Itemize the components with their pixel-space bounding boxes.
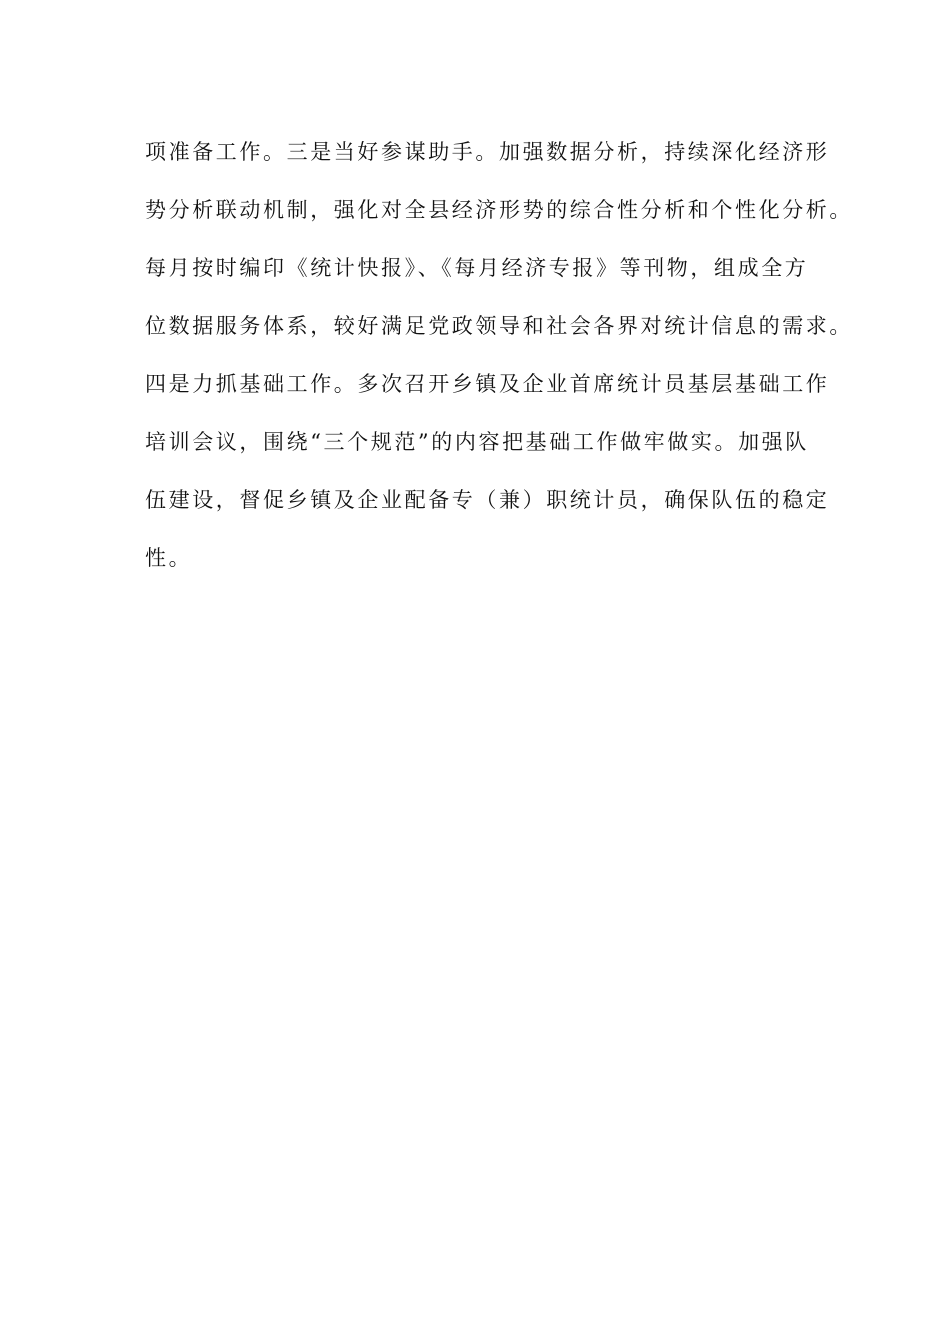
text-line-3: 每月按时编印《统计快报》、《每月经济专报》等刊物，组成全方 (145, 256, 809, 280)
text-line-8: 性。 (145, 546, 193, 570)
text-line-4: 位数据服务体系，较好满足党政领导和社会各界对统计信息的需求。 (145, 314, 853, 338)
text-line-6: 培训会议，围绕“三个规范”的内容把基础工作做牢做实。加强队 (145, 430, 809, 454)
text-line-1: 项准备工作。三是当好参谋助手。加强数据分析，持续深化经济形 (145, 140, 830, 164)
text-line-5: 四是力抓基础工作。多次召开乡镇及企业首席统计员基层基础工作 (145, 372, 830, 396)
body-paragraph (145, 130, 853, 594)
text-line-2: 势分析联动机制，强化对全县经济形势的综合性分析和个性化分析。 (145, 198, 853, 222)
text-line-7: 伍建设，督促乡镇及企业配备专（兼）职统计员，确保队伍的稳定 (145, 488, 830, 512)
